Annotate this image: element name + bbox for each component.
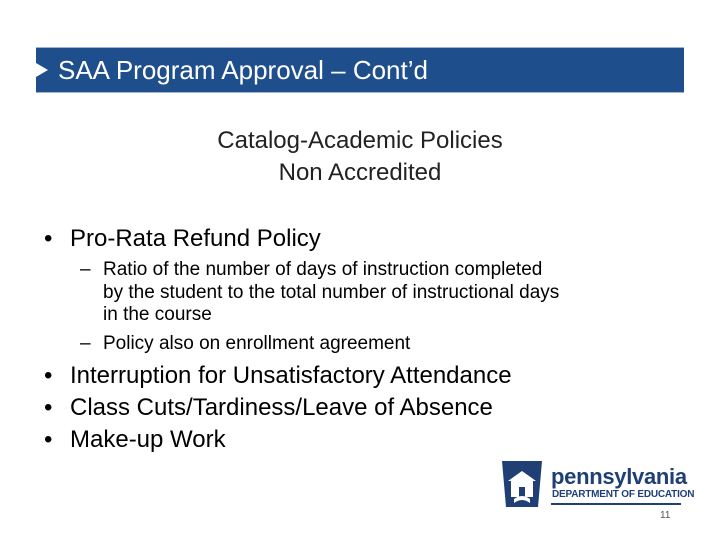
- logo-underline: [551, 503, 681, 505]
- bullet-text: Pro-Rata Refund Policy: [70, 225, 321, 252]
- slide-title: SAA Program Approval – Cont’d: [58, 55, 428, 85]
- logo-department: DEPARTMENT OF EDUCATION: [552, 489, 695, 500]
- sub-bullet-line: Policy also on enrollment agreement: [103, 333, 411, 354]
- sub-bullet-line: by the student to the total number of instructional days: [103, 282, 560, 303]
- bullet-text: Make-up Work: [70, 426, 226, 453]
- logo-wordmark: pennsylvania: [551, 464, 687, 489]
- bullet-item: [44, 224, 321, 254]
- sub-bullet-line: in the course: [103, 304, 212, 325]
- bullet-glyph: •: [44, 426, 53, 453]
- bullet-glyph: •: [44, 394, 53, 421]
- page-number: 11: [660, 510, 671, 521]
- title-arrow-icon: [36, 63, 48, 77]
- bullet-item: [44, 361, 512, 391]
- subtitle-line-1: Catalog-Academic Policies: [217, 127, 503, 154]
- bullet-item: [44, 425, 226, 455]
- bullet-glyph: •: [44, 225, 53, 252]
- bullet-glyph: •: [44, 362, 53, 389]
- keystone-schoolhouse-icon: [498, 459, 546, 509]
- sub-bullet-line: Ratio of the number of days of instruction completed: [103, 259, 543, 280]
- subtitle-line-2: Non Accredited: [278, 159, 442, 186]
- dash-glyph: –: [80, 333, 91, 354]
- bullet-item: [44, 393, 493, 423]
- dash-glyph: –: [80, 259, 91, 280]
- bullet-text: Interruption for Unsatisfactory Attendance: [70, 362, 512, 389]
- bullet-text: Class Cuts/Tardiness/Leave of Absence: [70, 394, 493, 421]
- pa-education-logo: [498, 459, 695, 509]
